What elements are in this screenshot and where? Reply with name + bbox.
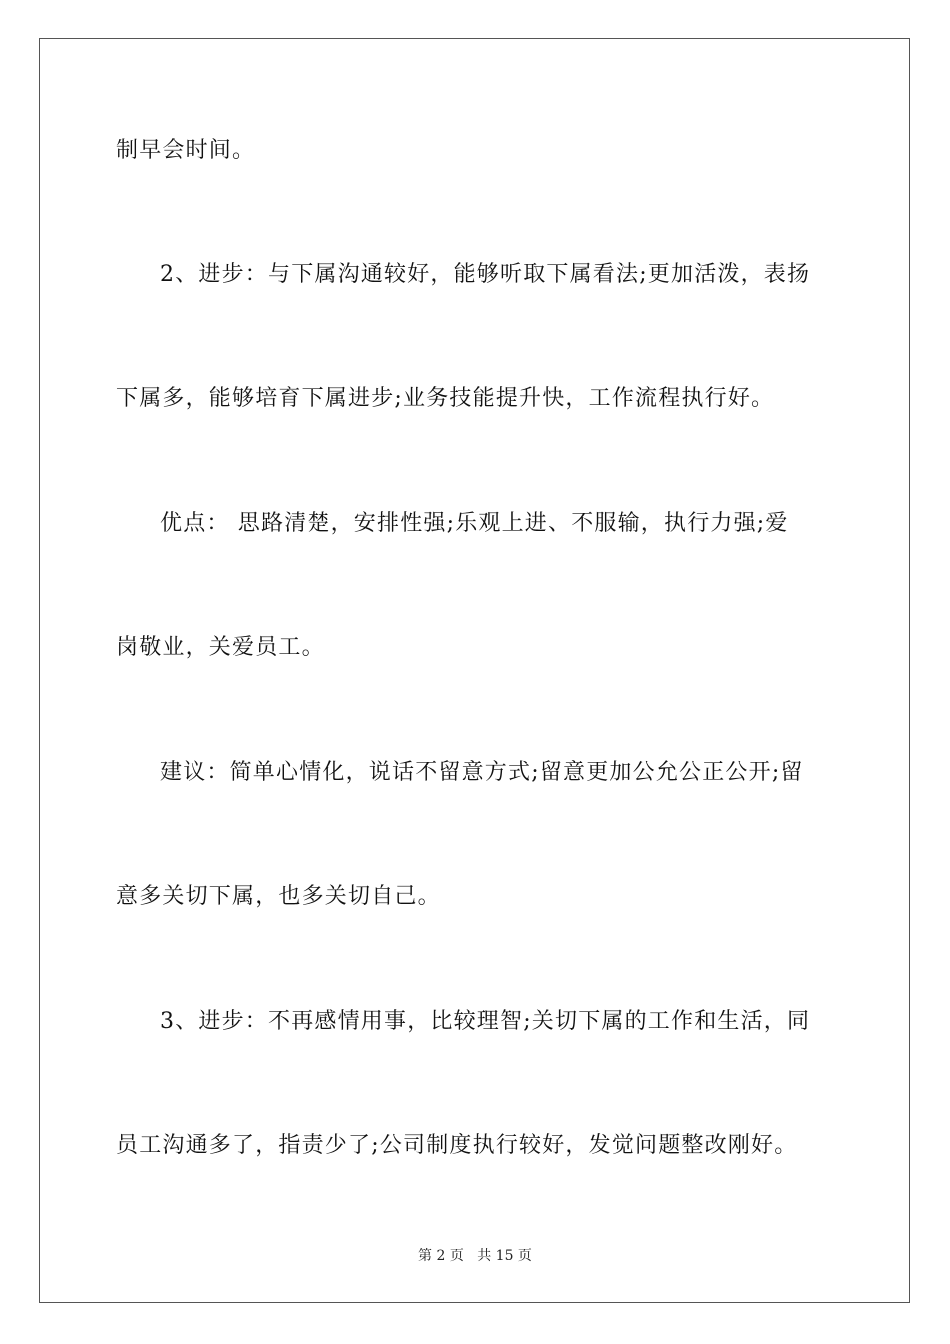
page-number: 第 2 页 [418, 1248, 464, 1264]
paragraph-line: 员工沟通多了，指责少了;公司制度执行较好，发觉问题整改刚好。 [116, 1133, 798, 1158]
page-border [39, 38, 910, 1303]
paragraph-line: 2、进步：与下属沟通较好，能够听取下属看法;更加活泼，表扬 [160, 262, 811, 287]
paragraph-line: 下属多，能够培育下属进步;业务技能提升快，工作流程执行好。 [116, 386, 775, 411]
paragraph-line: 意多关切下属，也多关切自己。 [116, 884, 441, 909]
paragraph-line: 制早会时间。 [116, 138, 256, 163]
page-footer [0, 1247, 950, 1265]
paragraph-line: 3、进步：不再感情用事，比较理智;关切下属的工作和生活，同 [160, 1009, 811, 1034]
paragraph-line: 建议：简单心情化，说话不留意方式;留意更加公允公正公开;留 [160, 760, 804, 785]
paragraph-line: 优点： 思路清楚，安排性强;乐观上进、不服输，执行力强;爱 [160, 511, 789, 536]
page-total: 共 15 页 [477, 1248, 532, 1264]
paragraph-line: 岗敬业，关爱员工。 [116, 635, 325, 660]
